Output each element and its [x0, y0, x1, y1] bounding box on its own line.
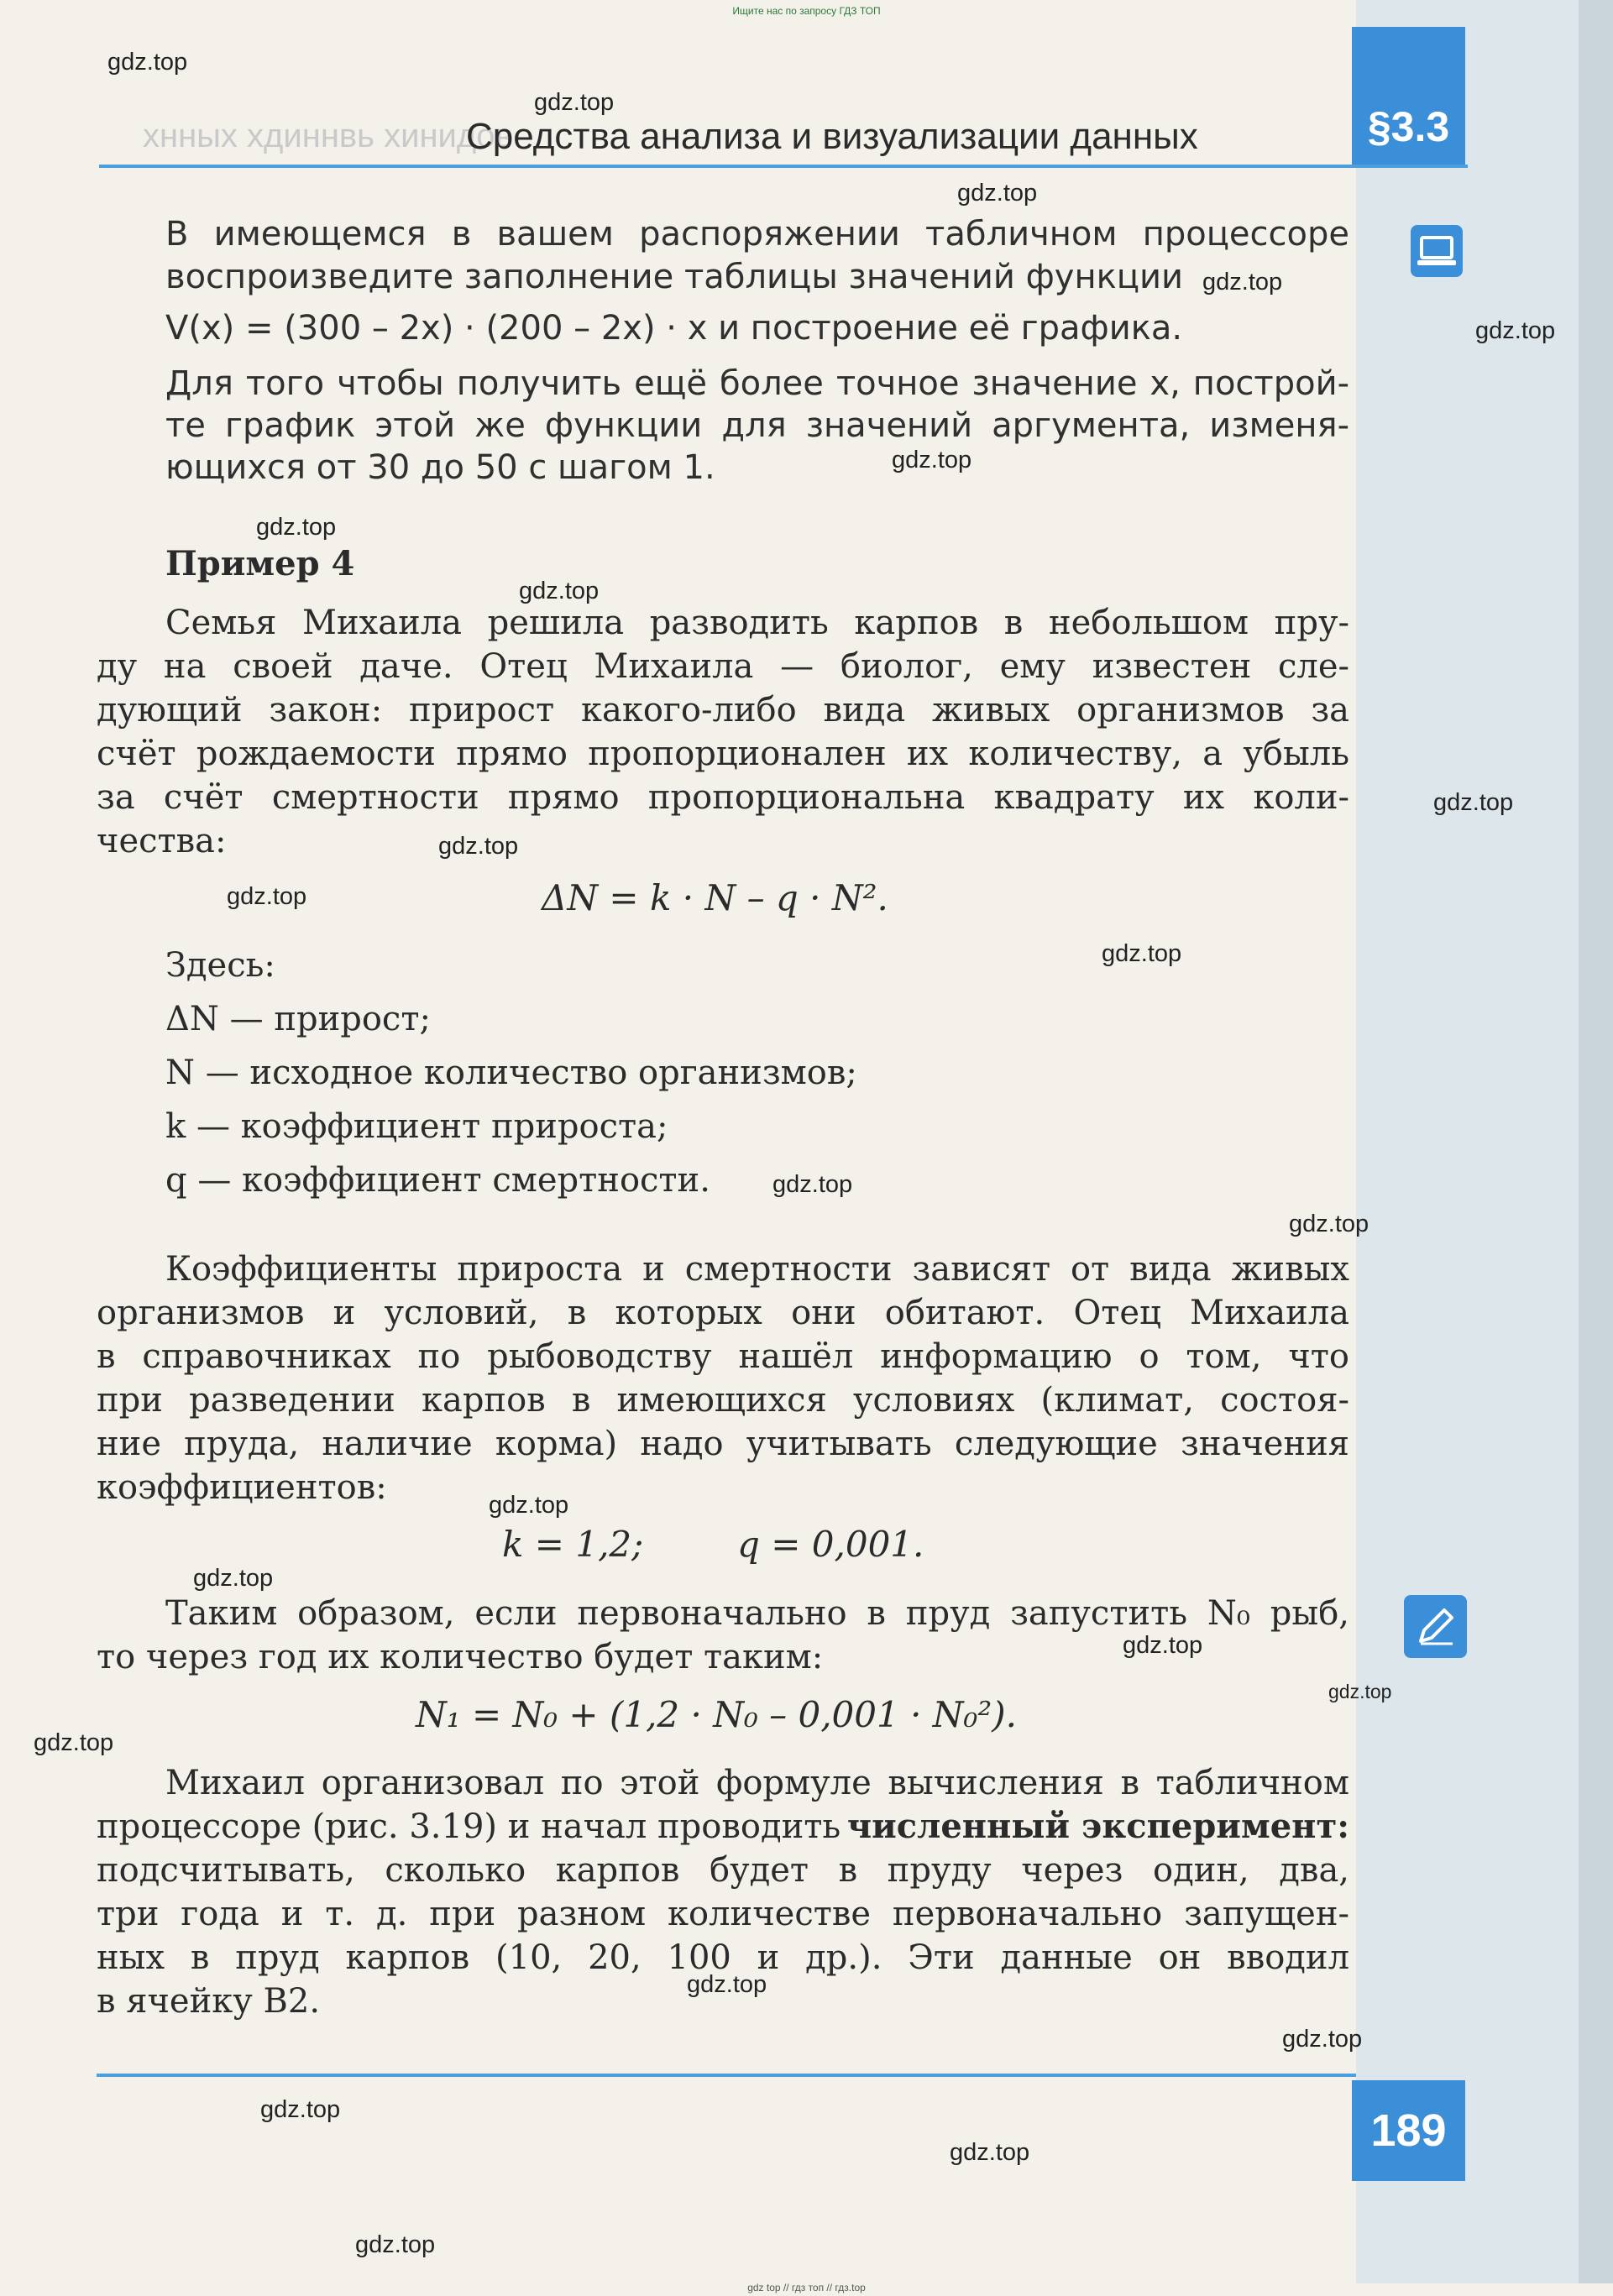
example-p2-line: в справочниках по рыбоводству нашёл информацию о том, что	[97, 1337, 1349, 1376]
watermark: gdz.top	[107, 49, 188, 76]
example-p4-line: подсчитывать, сколько карпов будет в пруду через один, два,	[97, 1851, 1349, 1890]
section-tab: §3.3	[1352, 27, 1465, 165]
example-p4-line-2	[97, 1805, 1349, 1849]
watermark: gdz.top	[1102, 940, 1182, 967]
coefficient-q: q = 0,001.	[737, 1524, 924, 1565]
watermark: gdz.top	[892, 447, 972, 473]
example-p4-last: в ячейку B2.	[97, 1982, 321, 2021]
top-note: Ищите нас по запросу ГДЗ ТОП	[732, 5, 881, 17]
here-label: Здесь:	[165, 946, 275, 985]
watermark: gdz.top	[256, 514, 337, 541]
example-p1-line: счёт рождаемости прямо пропорционален их количеству, а убыль	[97, 735, 1349, 773]
header-bleedthrough: хнных хдиннвь хинидов	[143, 118, 513, 154]
watermark: gdz.top	[34, 1729, 114, 1756]
watermark: gdz.top	[1328, 1681, 1392, 1702]
example-p1-line: дующий закон: прирост какого-либо вида живых организмов за	[97, 691, 1349, 730]
watermark: gdz.top	[950, 2139, 1030, 2166]
task-line-1: В имеющемся в вашем распоряжении табличном процессоре	[165, 215, 1349, 254]
p4-text: процессоре (рис. 3.19) и начал проводить	[97, 1807, 841, 1846]
example-p4-line: Михаил организовал по этой формуле вычисления в табличном	[165, 1764, 1349, 1802]
watermark: gdz.top	[1475, 317, 1556, 344]
watermark: gdz.top	[260, 2096, 341, 2123]
example-p1-line: за счёт смертности прямо пропорциональна квадрату их коли-	[97, 778, 1349, 817]
page-edge	[1579, 0, 1613, 2283]
formula-population: N₁ = N₀ + (1,2 · N₀ – 0,001 · N₀²).	[416, 1694, 1017, 1735]
example-p2-line: Коэффициенты прироста и смертности зависят от вида живых	[165, 1250, 1349, 1289]
watermark: gdz.top	[193, 1565, 274, 1592]
example-p1-line: Семья Михаила решила разводить карпов в небольшом пру-	[165, 604, 1349, 642]
task-line-3: V(x) = (300 – 2x) · (200 – 2x) · x и построение её графика.	[165, 309, 1183, 348]
formula-growth: ΔN = k · N – q · N².	[542, 877, 888, 918]
example-p3-line: Таким образом, если первоначально в пруд запустить N₀ рыб,	[165, 1594, 1349, 1633]
watermark: gdz.top	[227, 883, 307, 910]
bottom-note: gdz top // гдз топ // гдз.top	[747, 2282, 866, 2293]
example-p1-line: ду на своей даче. Отец Михаила — биолог, ему известен сле-	[97, 647, 1349, 686]
watermark: gdz.top	[1123, 1632, 1203, 1659]
header-rule	[99, 165, 1468, 168]
example-p1-last: чества:	[97, 822, 227, 860]
watermark: gdz.top	[772, 1171, 853, 1198]
watermark: gdz.top	[1202, 269, 1283, 295]
watermark: gdz.top	[489, 1492, 569, 1519]
example-p2-line: организмов и условий, в которых они обитают. Отец Михаила	[97, 1294, 1349, 1332]
example-p2-line: ние пруда, наличие корма) надо учитывать следующие значения	[97, 1425, 1349, 1463]
task-line-4: Для того чтобы получить ещё более точное значение x, построй-	[165, 364, 1349, 403]
coefficient-k: k = 1,2;	[502, 1524, 644, 1565]
watermark: gdz.top	[957, 180, 1038, 207]
example-heading: Пример 4	[165, 544, 355, 583]
task-line-2: воспроизведите заполнение таблицы значений функции	[165, 258, 1183, 296]
example-p2-line: при разведении карпов в имеющихся условиях (климат, состоя-	[97, 1381, 1349, 1420]
watermark: gdz.top	[355, 2231, 436, 2258]
watermark: gdz.top	[1433, 789, 1514, 816]
watermark: gdz.top	[534, 89, 615, 116]
example-p3-last: то через год их количество будет таким:	[97, 1638, 824, 1676]
footer-rule	[97, 2074, 1356, 2077]
example-p4-line: ных в пруд карпов (10, 20, 100 и др.). Эти данные он вводил	[97, 1938, 1349, 1977]
watermark: gdz.top	[438, 833, 519, 860]
watermark: gdz.top	[687, 1971, 767, 1998]
example-p4-line: три года и т. д. при разном количестве первоначально запущен-	[97, 1895, 1349, 1933]
watermark: gdz.top	[1282, 2026, 1363, 2053]
watermark: gdz.top	[1289, 1211, 1369, 1237]
laptop-icon	[1411, 225, 1463, 277]
p4-term: численный эксперимент:	[846, 1807, 1349, 1846]
example-p2-last: коэффициентов:	[97, 1468, 387, 1507]
page-number: 189	[1352, 2080, 1465, 2181]
definition-item: q — коэффициент смертности.	[165, 1161, 710, 1200]
task-line-5: те график этой же функции для значений аргумента, изменя-	[165, 406, 1349, 445]
definition-item: ΔN — прирост;	[165, 1000, 431, 1038]
definition-item: N — исходное количество организмов;	[165, 1054, 857, 1092]
pencil-icon	[1404, 1595, 1467, 1658]
page-header-title: Средства анализа и визуализации данных	[466, 116, 1198, 157]
task-line-6: ющихся от 30 до 50 с шагом 1.	[165, 448, 715, 487]
watermark: gdz.top	[519, 578, 600, 604]
definition-item: k — коэффициент прироста;	[165, 1107, 668, 1146]
